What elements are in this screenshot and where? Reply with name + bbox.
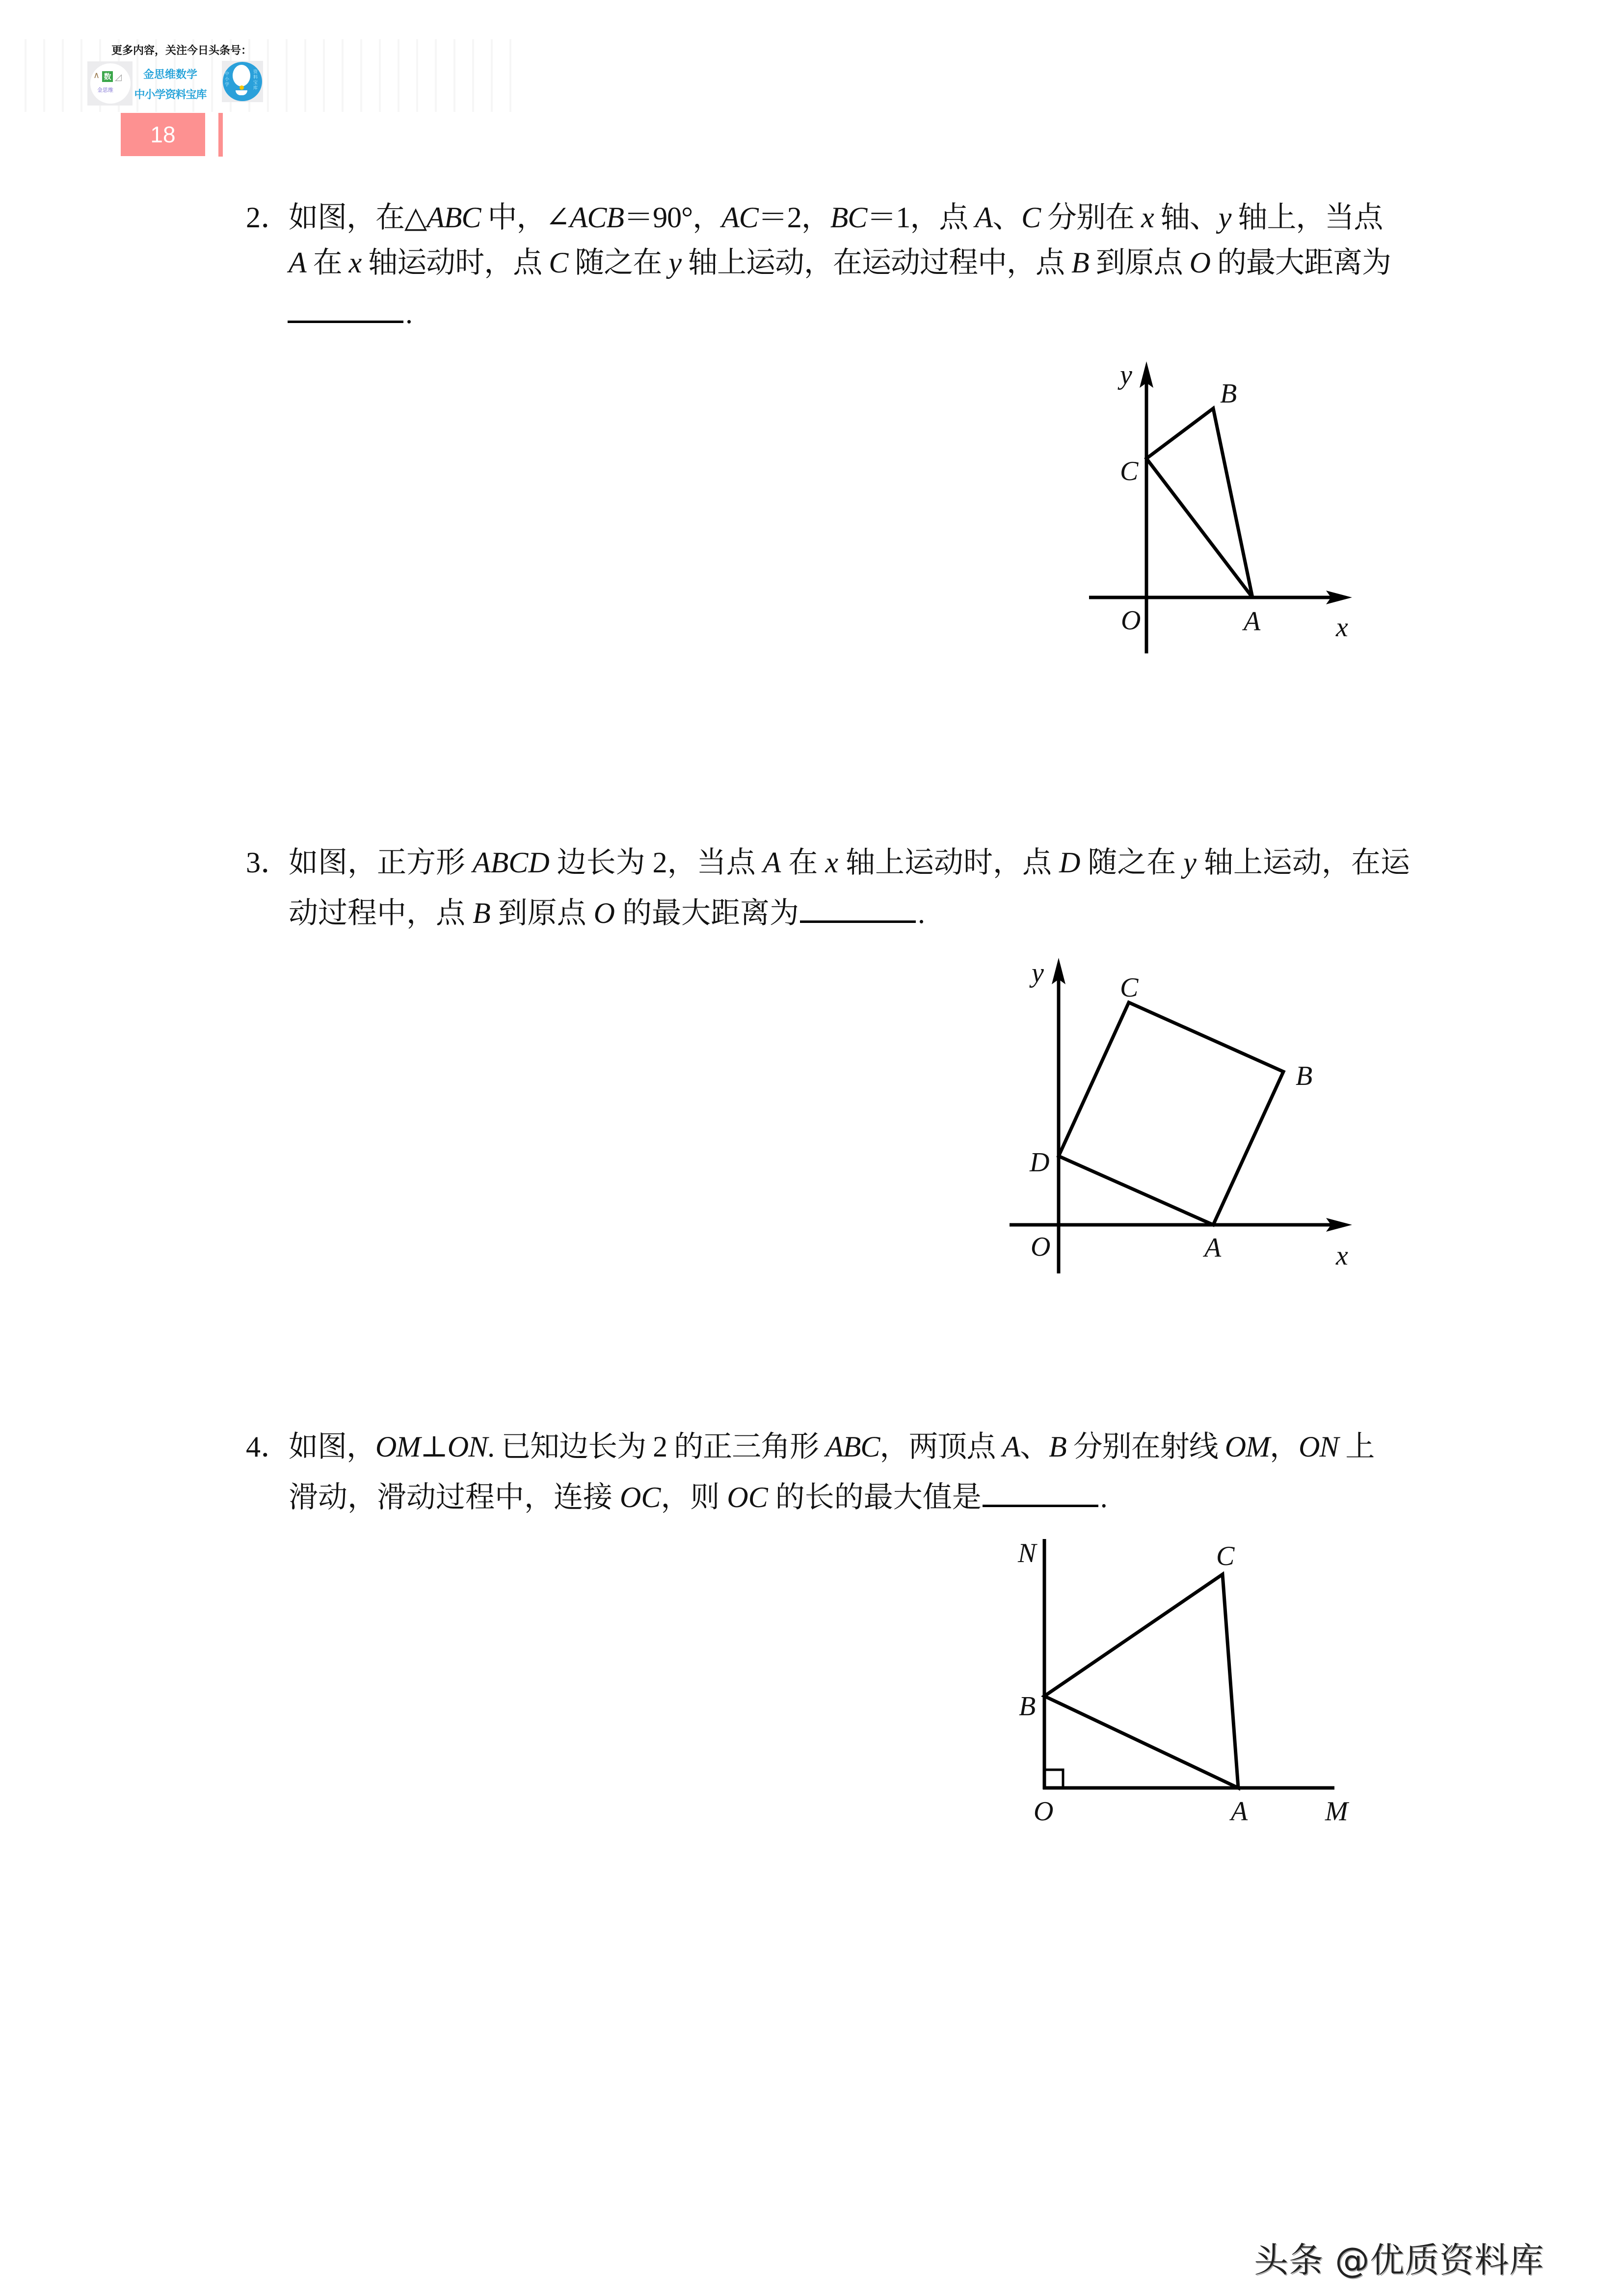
right-angle-mark xyxy=(1044,1770,1063,1788)
math-glyph: 数 xyxy=(102,71,113,82)
label-o: O xyxy=(1034,1796,1054,1827)
label-o: O xyxy=(1121,605,1141,636)
problem-2-line-1: 如图，在△ABC 中，∠ACB＝90°，AC＝2，BC＝1，点 A、C 分别在 x 轴、y 轴上，当点 xyxy=(289,201,1383,234)
brand-name-1: 金思维数学 xyxy=(143,69,197,81)
label-c: C xyxy=(1120,972,1139,1003)
problem-4-line-2: 滑动，滑动过程中，连接 OC，则 OC 的长的最大值是 . xyxy=(289,1477,1108,1512)
label-m: M xyxy=(1325,1796,1348,1827)
label-a: A xyxy=(1231,1796,1248,1827)
watermark: 头条 @优质资料库 xyxy=(1254,2240,1544,2280)
label-n: N xyxy=(1018,1538,1037,1568)
label-y: y xyxy=(1120,360,1132,390)
set-square-icon: ◿ xyxy=(115,72,122,82)
label-d: D xyxy=(1030,1147,1050,1178)
label-x: x xyxy=(1336,612,1348,643)
logo-right-text: 资料宝库 xyxy=(253,70,258,91)
label-c: C xyxy=(1216,1541,1235,1571)
label-b: B xyxy=(1019,1691,1036,1722)
label-b: B xyxy=(1296,1061,1313,1091)
problem-4-line-1: 如图，OM⊥ON. 已知边长为 2 的正三角形 ABC，两顶点 A、B 分别在射线 OM，ON 上 xyxy=(289,1431,1375,1463)
compass-icon: ∧ xyxy=(93,70,100,81)
brand-name-2: 中小学资料宝库 xyxy=(134,89,207,101)
label-a: A xyxy=(1244,606,1261,637)
math-logo-subtitle: 金思维 xyxy=(97,87,113,93)
problem-3-line-2: 动过程中，点 B 到原点 O 的最大距离为 . xyxy=(289,893,925,928)
problem-number: 2． xyxy=(246,201,290,234)
problem-2-line-3: . xyxy=(288,293,413,328)
logo-left-text: 中小学 xyxy=(225,72,230,87)
follow-prompt: 更多内容，关注今日头条号： xyxy=(111,45,252,57)
label-o: O xyxy=(1031,1232,1051,1262)
page-number: 18 xyxy=(121,113,205,156)
label-c: C xyxy=(1120,456,1139,486)
problem-2-line-2: A 在 x 轴运动时，点 C 随之在 y 轴上运动，在运动过程中，点 B 到原点 O 的最大距离为 xyxy=(289,246,1391,279)
problem-number: 4． xyxy=(246,1431,290,1463)
problem-number: 3． xyxy=(246,846,290,879)
label-b: B xyxy=(1220,378,1237,409)
triangle-abc xyxy=(1044,1574,1238,1788)
problem-3-line-1: 如图，正方形 ABCD 边长为 2，当点 A 在 x 轴上运动时，点 D 随之在 y 轴上运动，在运 xyxy=(289,846,1410,879)
label-a: A xyxy=(1204,1233,1222,1263)
label-y: y xyxy=(1032,958,1044,988)
label-x: x xyxy=(1336,1241,1348,1271)
